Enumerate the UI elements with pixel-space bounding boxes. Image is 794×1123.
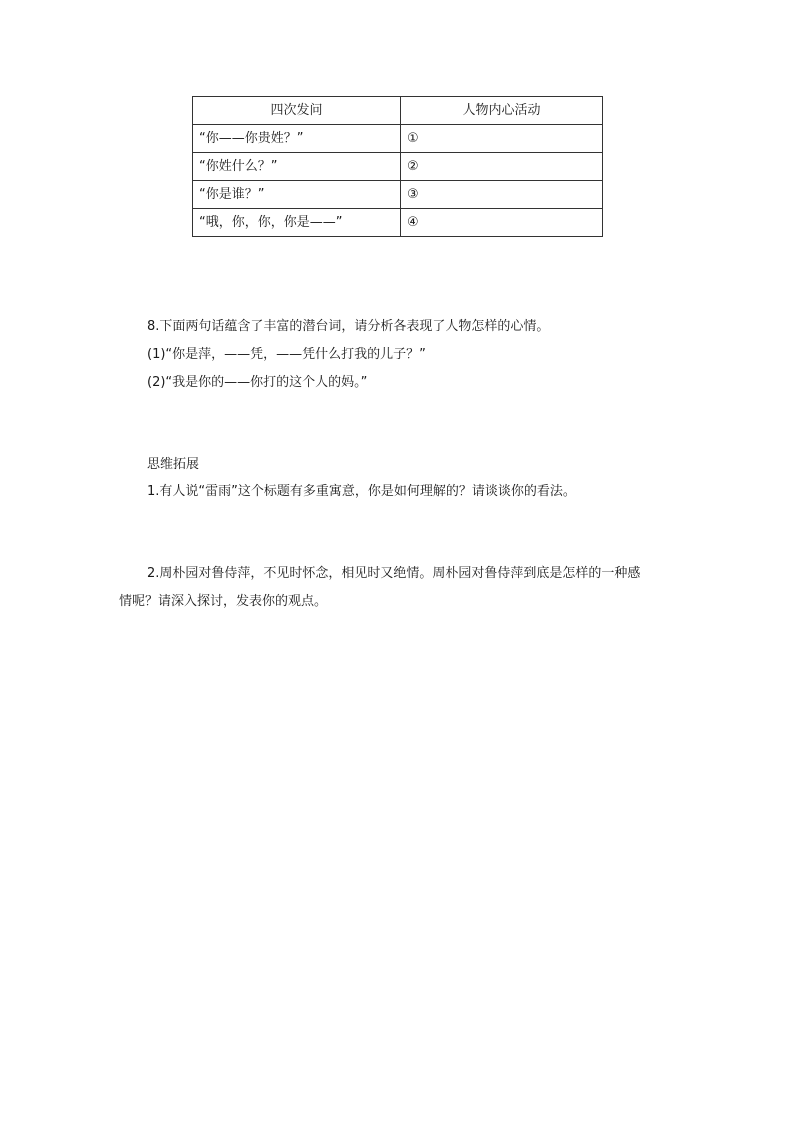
extension-question-1: 1.有人说“雷雨”这个标题有多重寓意，你是如何理解的？请谈谈你的看法。 [147, 484, 576, 499]
table-cell-question: “你——你贵姓？” [193, 125, 401, 153]
table-row [193, 153, 603, 181]
question-8-item-1: (1)“你是萍，——凭，——凭什么打我的儿子？” [147, 347, 426, 362]
table-cell-answer: ③ [401, 181, 603, 209]
table-row [193, 125, 603, 153]
extension-question-2-line-1: 2.周朴园对鲁侍萍，不见时怀念，相见时又绝情。周朴园对鲁侍萍到底是怎样的一种感 [147, 566, 641, 581]
table-header-row [193, 97, 603, 125]
table-cell-answer: ④ [401, 209, 603, 237]
table-cell-question: “你是谁？” [193, 181, 401, 209]
table-header-questions: 四次发问 [193, 97, 401, 125]
table-row [193, 181, 603, 209]
table-cell-question: “你姓什么？” [193, 153, 401, 181]
question-8-item-2: (2)“我是你的——你打的这个人的妈。” [147, 375, 368, 390]
extension-question-2-line-2: 情呢？请深入探讨，发表你的观点。 [119, 594, 328, 609]
table-header-inner-activity: 人物内心活动 [401, 97, 603, 125]
question-table [192, 96, 603, 237]
table-cell-answer: ① [401, 125, 603, 153]
table-row [193, 209, 603, 237]
question-8-prompt: 8.下面两句话蕴含了丰富的潜台词，请分析各表现了人物怎样的心情。 [147, 319, 550, 334]
section-heading-extension: 思维拓展 [147, 457, 200, 472]
table-cell-question: “哦，你，你，你是——” [193, 209, 401, 237]
table-cell-answer: ② [401, 153, 603, 181]
